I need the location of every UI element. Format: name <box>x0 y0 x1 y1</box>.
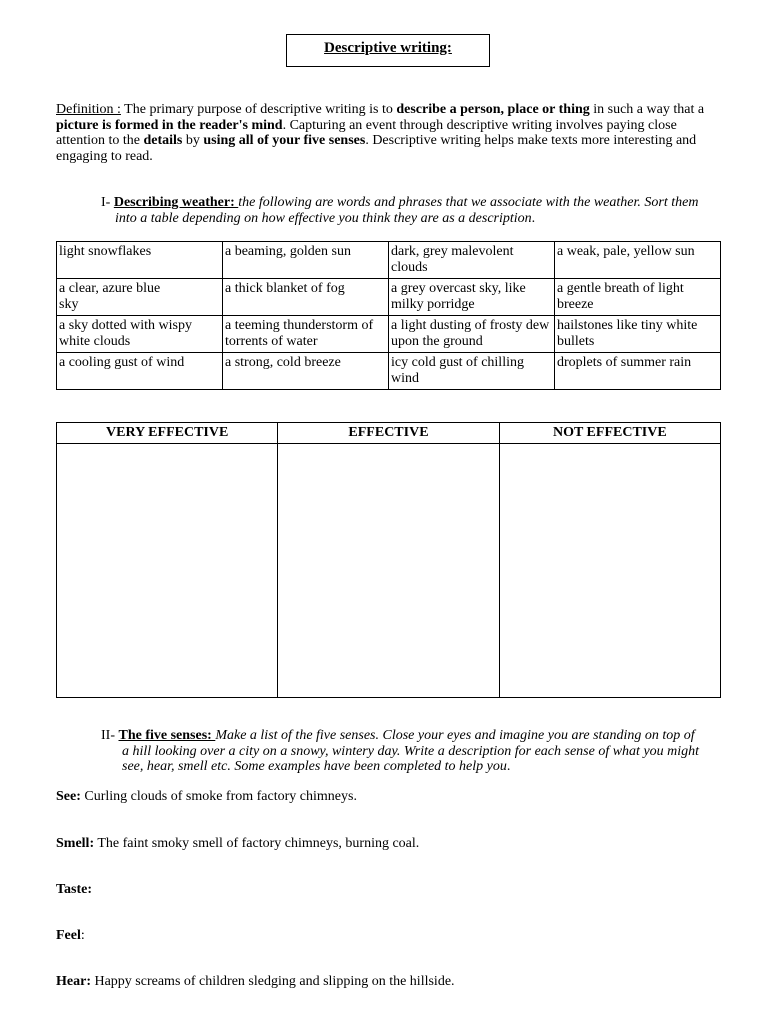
phrase-cell: a weak, pale, yellow sun <box>555 242 721 279</box>
definition-text: . Descriptive writing helps make texts more interesting and engaging to read. <box>56 133 697 164</box>
section-2-period: . <box>506 759 511 774</box>
phrase-cell: a clear, azure blue sky <box>57 279 223 316</box>
table-row <box>57 242 721 279</box>
phrase-cell: hailstones like tiny white bullets <box>555 316 721 353</box>
answer-cell-very-effective[interactable] <box>57 444 278 698</box>
definition-paragraph <box>56 102 722 164</box>
table-row <box>57 353 721 390</box>
sense-label: Feel <box>56 928 81 943</box>
sense-label: Taste: <box>56 882 93 897</box>
phrase-cell: droplets of summer rain <box>555 353 721 390</box>
table-header-row <box>57 423 721 444</box>
definition-text: in such a way that a <box>589 102 705 117</box>
sense-text: Curling clouds of smoke from factory chimneys. <box>80 789 357 804</box>
section-1-title: Describing weather: <box>113 195 239 210</box>
phrase-cell: a thick blanket of fog <box>223 279 389 316</box>
sense-feel <box>56 928 85 944</box>
phrase-cell: light snowflakes <box>57 242 223 279</box>
phrase-cell: a teeming thunderstorm of torrents of water <box>223 316 389 353</box>
definition-bold: describe a person, place or thing <box>396 102 590 117</box>
column-header-very-effective: VERY EFFECTIVE <box>57 423 278 444</box>
section-1-heading <box>101 195 711 226</box>
definition-bold: picture is formed in the reader's mind <box>56 117 283 133</box>
phrase-cell: a strong, cold breeze <box>223 353 389 390</box>
page-title: Descriptive writing: <box>286 34 490 67</box>
phrase-cell: a light dusting of frosty dew upon the ground <box>389 316 555 353</box>
definition-label: Definition : <box>56 102 121 117</box>
section-2-title: The five senses: <box>118 728 216 743</box>
phrase-cell: a grey overcast sky, like milky porridge <box>389 279 555 316</box>
definition-text: by <box>182 133 204 148</box>
phrase-cell: icy cold gust of chilling wind <box>389 353 555 390</box>
sense-smell <box>56 836 419 852</box>
phrase-cell: dark, grey malevolent clouds <box>389 242 555 279</box>
section-2-heading <box>101 728 701 775</box>
sense-text: The faint smoky smell of factory chimneys, burning coal. <box>94 836 420 851</box>
sense-see <box>56 789 357 805</box>
section-2-instruction: Make a list of the five senses. Close your eyes and imagine you are standing on top of a hill looking over a city on a snowy, wintery day. Write a description for each sense of what you might see, hear, smell etc. Some examples have been completed to help you <box>122 728 700 774</box>
definition-text: . Capturing an event through descriptive writing involves paying close attention to the <box>56 117 677 148</box>
sense-taste <box>56 882 92 898</box>
definition-bold: using all of your five senses <box>203 133 366 148</box>
table-row <box>57 444 721 698</box>
phrase-cell: a gentle breath of light breeze <box>555 279 721 316</box>
sense-text: Happy screams of children sledging and slipping on the hillside. <box>90 974 455 989</box>
definition-bold: details <box>143 133 183 148</box>
sense-text: : <box>80 928 85 943</box>
answer-cell-not-effective[interactable] <box>499 444 720 698</box>
section-1-number: I- <box>101 195 114 210</box>
table-row <box>57 316 721 353</box>
definition-text: The primary purpose of descriptive writing is to <box>120 102 397 117</box>
phrase-cell: a beaming, golden sun <box>223 242 389 279</box>
sense-label: Smell: <box>56 836 95 851</box>
effectiveness-sort-table <box>56 422 721 698</box>
phrase-cell: a sky dotted with wispy white clouds <box>57 316 223 353</box>
column-header-effective: EFFECTIVE <box>278 423 499 444</box>
sense-hear <box>56 974 455 990</box>
table-row <box>57 279 721 316</box>
section-1-instruction: the following are words and phrases that we associate with the weather. Sort them into a table depending on how effective you think they are as a description <box>115 195 699 226</box>
weather-phrases-table <box>56 241 721 390</box>
section-2-number: II- <box>101 728 119 743</box>
section-1-period: . <box>531 210 536 226</box>
phrase-cell: a cooling gust of wind <box>57 353 223 390</box>
sense-label: Hear: <box>56 974 91 989</box>
sense-label: See: <box>56 789 81 804</box>
column-header-not-effective: NOT EFFECTIVE <box>499 423 720 444</box>
answer-cell-effective[interactable] <box>278 444 499 698</box>
